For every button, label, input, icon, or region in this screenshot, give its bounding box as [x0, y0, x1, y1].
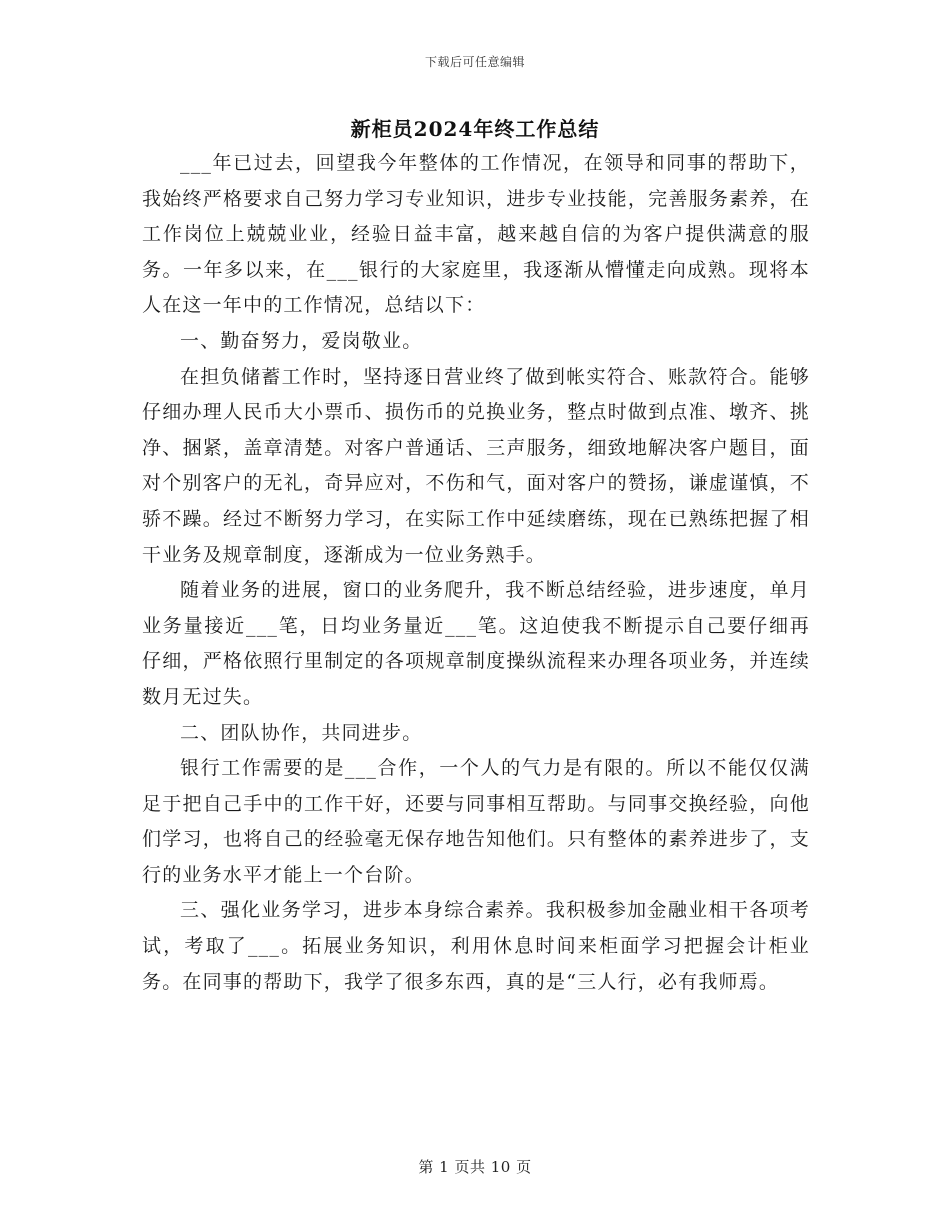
- document-body: [142, 146, 810, 1000]
- page-number: 第 1 页共 10 页: [418, 1158, 532, 1176]
- paragraph-section-1a: 在担负储蓄工作时，坚持逐日营业终了做到帐实符合、账款符合。能够仔细办理人民币大小票币、损伤币的兑换业务，整点时做到点准、墩齐、挑净、捆紧，盖章清楚。对客户普通话、三声服务，细致地解决客户题目，面对个别客户的无礼，奇异应对，不伤和气，面对客户的赞扬，谦虚谨慎，不骄不躁。经过不断努力学习，在实际工作中延续磨练，现在已熟练把握了相干业务及规章制度，逐渐成为一位业务熟手。: [142, 365, 810, 566]
- paragraph-section-1b: 随着业务的进展，窗口的业务爬升，我不断总结经验，进步速度，单月业务量接近___笔，日均业务量近___笔。这迫使我不断提示自己要仔细再仔细，严格依照行里制定的各项规章制度操纵流程来办理各项业务，并连续数月无过失。: [142, 579, 810, 708]
- paragraph-section-2: 银行工作需要的是___合作，一个人的气力是有限的。所以不能仅仅满足于把自己手中的工作干好，还要与同事相互帮助。与同事交换经验，向他们学习，也将自己的经验毫无保存地告知他们。只有整体的素养进步了，支行的业务水平才能上一个台阶。: [142, 757, 810, 886]
- section-heading-1: 一、勤奋努力，爱岗敬业。: [180, 329, 423, 352]
- document-title: 新柜员2024年终工作总结: [350, 117, 600, 141]
- header-note: 下载后可任意编辑: [424, 55, 525, 69]
- paragraph-section-3: 三、强化业务学习，进步本身综合素养。我积极参加金融业相干各项考试，考取了___。拓展业务知识，利用休息时间来柜面学习把握会计柜业务。在同事的帮助下，我学了很多东西，真的是“三人行，必有我师焉。: [142, 899, 810, 993]
- section-heading-2: 二、团队协作，共同进步。: [180, 721, 423, 744]
- paragraph-intro: ___年已过去，回望我今年整体的工作情况，在领导和同事的帮助下，我始终严格要求自己努力学习专业知识，进步专业技能，完善服务素养，在工作岗位上兢兢业业，经验日益丰富，越来越自信的为客户提供满意的服务。一年多以来，在___银行的大家庭里，我逐渐从懵懂走向成熟。现将本人在这一年中的工作情况，总结以下：: [142, 152, 810, 317]
